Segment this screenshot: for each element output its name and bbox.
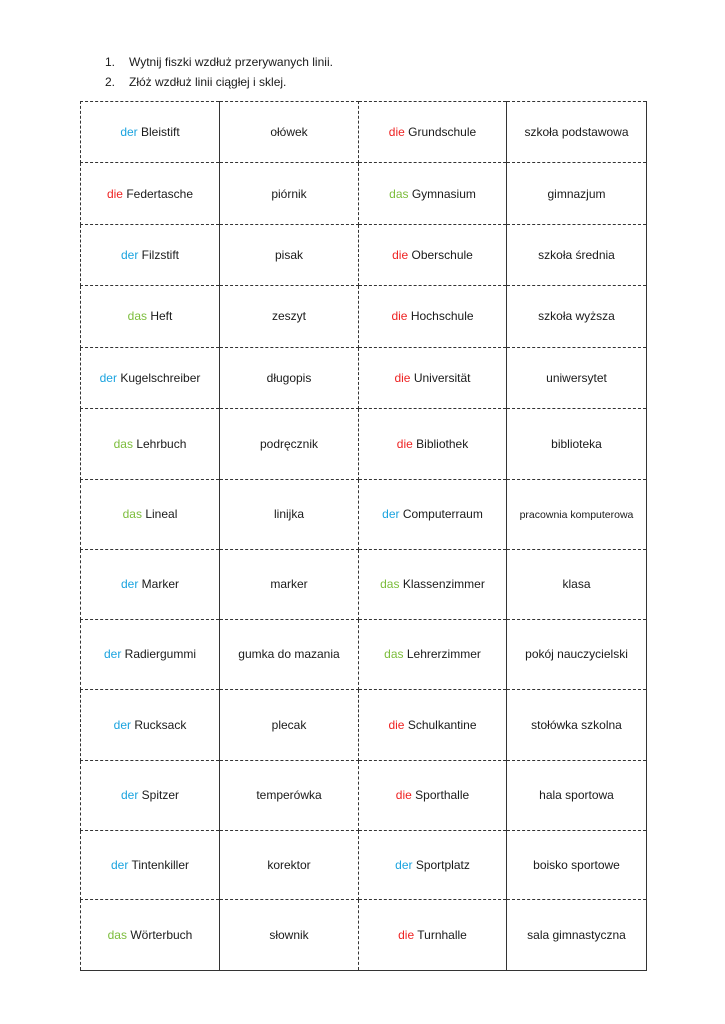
polish-translation: temperówka: [256, 788, 322, 803]
polish-translation: biblioteka: [551, 436, 602, 451]
german-noun: Bibliothek: [416, 436, 469, 451]
article-die: die: [388, 125, 405, 140]
article-das: das: [113, 436, 133, 451]
german-noun: Turnhalle: [417, 928, 467, 943]
article-das: das: [127, 309, 147, 324]
polish-translation-cell: [220, 224, 359, 285]
german-noun: Schulkantine: [407, 717, 477, 732]
polish-translation-cell: [507, 224, 647, 285]
flashcard-row: [81, 409, 647, 479]
german-noun: Lehrbuch: [136, 436, 187, 451]
flashcard-row: [81, 163, 647, 224]
german-noun: Sporthalle: [415, 788, 470, 803]
flashcard-row: [81, 619, 647, 689]
polish-translation: gumka do mazania: [238, 647, 340, 662]
polish-translation: klasa: [562, 577, 591, 592]
german-noun: Oberschule: [411, 248, 473, 263]
article-der: der: [120, 788, 139, 803]
german-term-cell: [81, 831, 220, 900]
german-term-cell: [359, 102, 507, 163]
polish-translation-cell: [220, 479, 359, 549]
polish-translation: pokój nauczycielski: [525, 647, 628, 662]
german-noun: Wörterbuch: [130, 928, 193, 943]
article-der: der: [110, 858, 129, 873]
polish-translation: podręcznik: [259, 436, 319, 451]
instruction-item: [105, 72, 333, 92]
german-term-cell: [81, 102, 220, 163]
polish-translation-cell: [220, 619, 359, 689]
german-noun: Universität: [413, 370, 471, 385]
german-term-cell: [81, 479, 220, 549]
flashcard-row: [81, 760, 647, 830]
polish-translation: szkoła podstawowa: [524, 125, 629, 140]
flashcard-row: [81, 550, 647, 619]
article-der: der: [120, 577, 139, 592]
flashcard-row: [81, 690, 647, 760]
german-noun: Grundschule: [408, 125, 477, 140]
flashcard-row: [81, 479, 647, 549]
german-noun: Hochschule: [410, 309, 474, 324]
german-term-cell: [359, 831, 507, 900]
polish-translation-cell: [507, 831, 647, 900]
polish-translation: długopis: [266, 370, 312, 385]
polish-translation-cell: [220, 286, 359, 347]
german-noun: Lineal: [145, 507, 178, 522]
polish-translation-cell: [507, 619, 647, 689]
polish-translation: słownik: [269, 928, 309, 943]
article-die: die: [388, 717, 405, 732]
german-noun: Computerraum: [402, 507, 483, 522]
article-das: das: [384, 647, 404, 662]
instructions-list: [105, 52, 333, 92]
polish-translation: pisak: [274, 248, 303, 263]
article-die: die: [396, 436, 413, 451]
flashcard-sheet: [80, 101, 647, 971]
instruction-number: 1.: [105, 55, 116, 69]
instruction-item: [105, 52, 333, 72]
polish-translation-cell: [220, 900, 359, 971]
polish-translation-cell: [507, 409, 647, 479]
flashcard-row: [81, 900, 647, 971]
polish-translation-cell: [220, 690, 359, 760]
german-noun: Rucksack: [134, 717, 187, 732]
flashcard-row: [81, 347, 647, 408]
polish-translation: pracownia komputerowa: [519, 509, 634, 522]
german-term-cell: [81, 760, 220, 830]
article-der: der: [99, 370, 117, 385]
article-das: das: [122, 507, 142, 522]
polish-translation: marker: [270, 577, 308, 592]
polish-translation: uniwersytet: [546, 370, 607, 385]
instruction-text: Wytnij fiszki wzdłuż przerywanych linii.: [129, 55, 333, 69]
polish-translation: plecak: [271, 717, 307, 732]
polish-translation: sala gimnastyczna: [527, 928, 626, 943]
polish-translation-cell: [507, 900, 647, 971]
polish-translation: piórnik: [271, 186, 307, 201]
german-noun: Tintenkiller: [131, 858, 190, 873]
german-term-cell: [359, 409, 507, 479]
polish-translation-cell: [507, 690, 647, 760]
flashcard-rows: [81, 102, 647, 971]
article-der: der: [113, 717, 131, 732]
article-der: der: [103, 647, 122, 662]
german-term-cell: [81, 347, 220, 408]
german-term-cell: [359, 690, 507, 760]
flashcard-row: [81, 286, 647, 347]
polish-translation: hala sportowa: [539, 788, 614, 803]
polish-translation-cell: [220, 760, 359, 830]
article-die: die: [398, 928, 415, 943]
polish-translation-cell: [220, 347, 359, 408]
polish-translation: linijka: [273, 507, 304, 522]
german-noun: Lehrerzimmer: [406, 647, 481, 662]
article-die: die: [394, 370, 411, 385]
polish-translation-cell: [507, 760, 647, 830]
polish-translation-cell: [507, 102, 647, 163]
german-term-cell: [359, 479, 507, 549]
article-die: die: [106, 186, 123, 201]
article-der: der: [120, 248, 139, 263]
article-das: das: [380, 577, 400, 592]
german-term-cell: [359, 619, 507, 689]
german-term-cell: [81, 409, 220, 479]
flashcard-row: [81, 102, 647, 163]
german-term-cell: [359, 900, 507, 971]
polish-translation: stołówka szkolna: [531, 717, 622, 732]
article-die: die: [395, 788, 412, 803]
german-term-cell: [81, 619, 220, 689]
german-term-cell: [359, 163, 507, 224]
german-noun: Marker: [141, 577, 180, 592]
flashcard-row: [81, 224, 647, 285]
german-term-cell: [81, 900, 220, 971]
polish-translation: szkoła wyższa: [538, 309, 615, 324]
polish-translation-cell: [220, 163, 359, 224]
flashcard-row: [81, 831, 647, 900]
german-term-cell: [359, 286, 507, 347]
polish-translation: szkoła średnia: [538, 248, 615, 263]
instruction-text: Złóż wzdłuż linii ciągłej i sklej.: [129, 75, 287, 89]
article-das: das: [389, 186, 409, 201]
polish-translation-cell: [220, 550, 359, 619]
german-noun: Klassenzimmer: [402, 577, 485, 592]
polish-translation-cell: [220, 409, 359, 479]
polish-translation-cell: [507, 479, 647, 549]
german-term-cell: [81, 163, 220, 224]
german-noun: Kugelschreiber: [120, 370, 201, 385]
german-term-cell: [81, 224, 220, 285]
instruction-number: 2.: [105, 75, 116, 89]
polish-translation: ołówek: [270, 125, 308, 140]
german-term-cell: [81, 550, 220, 619]
german-noun: Sportplatz: [415, 858, 470, 873]
german-term-cell: [359, 550, 507, 619]
article-der: der: [120, 125, 138, 140]
german-noun: Spitzer: [141, 788, 180, 803]
german-term-cell: [81, 690, 220, 760]
german-term-cell: [359, 347, 507, 408]
polish-translation: zeszyt: [271, 309, 306, 324]
german-noun: Radiergummi: [124, 647, 197, 662]
polish-translation: korektor: [267, 858, 311, 873]
article-die: die: [391, 309, 408, 324]
polish-translation-cell: [507, 286, 647, 347]
polish-translation-cell: [507, 163, 647, 224]
german-term-cell: [81, 286, 220, 347]
german-noun: Bleistift: [141, 125, 180, 140]
german-noun: Gymnasium: [411, 186, 476, 201]
article-die: die: [392, 248, 409, 263]
polish-translation: gimnazjum: [547, 186, 606, 201]
polish-translation-cell: [507, 550, 647, 619]
article-der: der: [395, 858, 413, 873]
polish-translation-cell: [220, 102, 359, 163]
article-der: der: [382, 507, 400, 522]
polish-translation: boisko sportowe: [533, 858, 620, 873]
german-noun: Federtasche: [126, 186, 194, 201]
german-term-cell: [359, 224, 507, 285]
german-noun: Filzstift: [141, 248, 180, 263]
german-noun: Heft: [150, 309, 173, 324]
polish-translation-cell: [220, 831, 359, 900]
polish-translation-cell: [507, 347, 647, 408]
german-term-cell: [359, 760, 507, 830]
article-das: das: [107, 928, 127, 943]
